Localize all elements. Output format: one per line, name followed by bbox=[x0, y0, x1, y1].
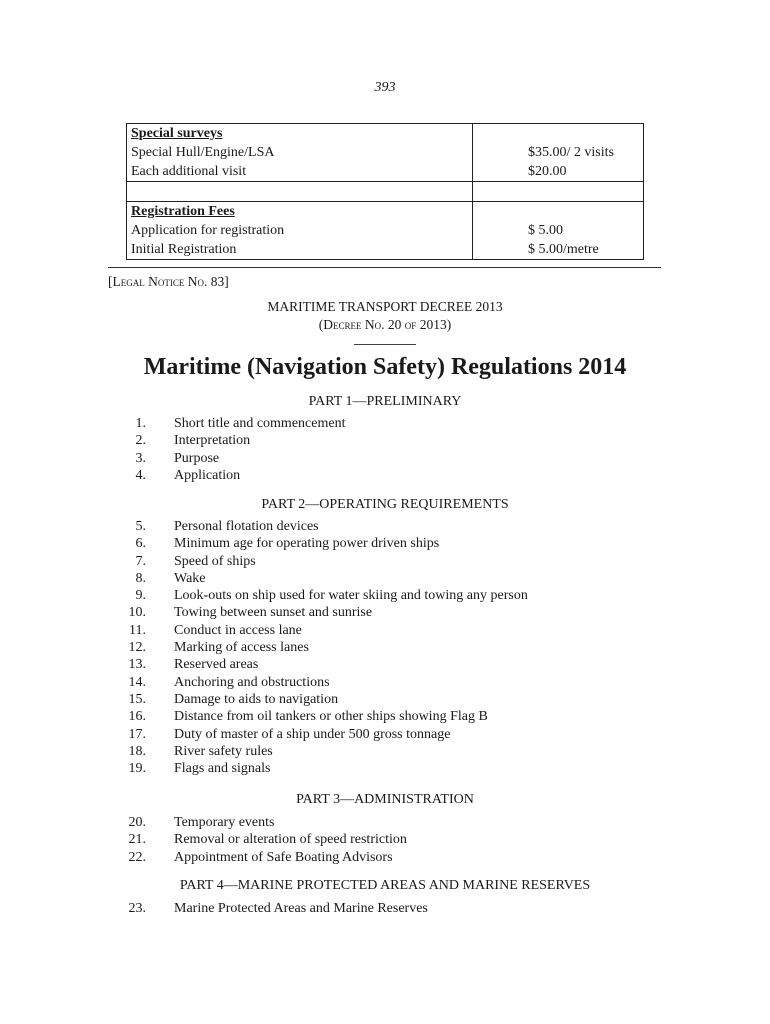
table-row bbox=[127, 182, 644, 202]
page-number: 393 bbox=[374, 80, 396, 95]
fee-label: Application for registration bbox=[131, 223, 285, 238]
list-item bbox=[0, 450, 770, 467]
list-item bbox=[0, 639, 770, 656]
list-item bbox=[0, 814, 770, 831]
item-title: Short title and commencement bbox=[174, 416, 346, 431]
list-item bbox=[0, 849, 770, 866]
item-title: Purpose bbox=[174, 450, 220, 466]
item-number: 16. bbox=[128, 709, 146, 725]
legal-notice-number: 83 bbox=[210, 274, 225, 289]
fee-value: $35.00/ 2 visits bbox=[528, 145, 614, 160]
list-item bbox=[0, 831, 770, 848]
item-number: 10. bbox=[128, 605, 146, 621]
part-heading: PART 4—MARINE PROTECTED AREAS AND MARINE RESERVES bbox=[179, 878, 591, 893]
item-number: 7. bbox=[135, 553, 146, 569]
list-item bbox=[0, 535, 770, 552]
fee-value: $ 5.00 bbox=[528, 223, 563, 238]
item-number: 12. bbox=[128, 640, 146, 656]
toc-list bbox=[0, 518, 770, 777]
item-title: Interpretation bbox=[174, 433, 251, 449]
item-title: Duty of master of a ship under 500 gross tonnage bbox=[174, 726, 451, 742]
item-title: Flags and signals bbox=[174, 761, 271, 777]
item-number: 20. bbox=[128, 815, 146, 830]
item-number: 17. bbox=[128, 726, 146, 742]
item-number: 9. bbox=[135, 588, 146, 604]
item-number: 14. bbox=[128, 674, 146, 690]
item-number: 5. bbox=[135, 519, 146, 534]
item-title: Look-outs on ship used for water skiing and towing any person bbox=[174, 588, 528, 604]
list-item bbox=[0, 604, 770, 621]
legal-notice-label: Legal Notice No. bbox=[112, 274, 208, 289]
fee-label: Initial Registration bbox=[131, 242, 237, 257]
list-item bbox=[0, 570, 770, 587]
part-heading: PART 3—ADMINISTRATION bbox=[296, 792, 474, 807]
item-title: Conduct in access lane bbox=[174, 622, 302, 638]
part-heading: PART 2—OPERATING REQUIREMENTS bbox=[261, 497, 509, 512]
item-number: 19. bbox=[128, 761, 146, 777]
item-title: Appointment of Safe Boating Advisors bbox=[174, 849, 393, 865]
item-title: Anchoring and obstructions bbox=[174, 674, 330, 690]
regulation-title: Maritime (Navigation Safety) Regulations 2014 bbox=[143, 354, 627, 380]
item-title: Marine Protected Areas and Marine Reserves bbox=[174, 901, 428, 916]
item-title: Towing between sunset and sunrise bbox=[174, 605, 373, 621]
item-number: 1. bbox=[135, 416, 146, 431]
item-title: River safety rules bbox=[174, 743, 273, 759]
table-row bbox=[127, 124, 644, 182]
fee-value: $20.00 bbox=[528, 164, 567, 179]
item-title: Distance from oil tankers or other ships showing Flag B bbox=[174, 709, 488, 725]
item-number: 2. bbox=[135, 433, 146, 449]
fee-label: Special Hull/Engine/LSA bbox=[131, 145, 275, 160]
list-item bbox=[0, 622, 770, 639]
item-number: 11. bbox=[129, 622, 146, 638]
item-title: Minimum age for operating power driven ships bbox=[174, 536, 440, 552]
item-title: Removal or alteration of speed restriction bbox=[174, 832, 407, 848]
fee-value: $ 5.00/metre bbox=[528, 242, 599, 257]
table-row bbox=[127, 202, 644, 260]
item-title: Personal flotation devices bbox=[174, 519, 319, 534]
decree-number: (Decree No. 20 of 2013) bbox=[318, 317, 452, 332]
list-item bbox=[0, 553, 770, 570]
item-title: Application bbox=[174, 467, 241, 483]
fee-label: Each additional visit bbox=[131, 164, 247, 179]
list-item bbox=[0, 708, 770, 725]
item-number: 23. bbox=[128, 901, 146, 916]
list-item bbox=[0, 432, 770, 449]
list-item bbox=[0, 674, 770, 691]
item-number: 15. bbox=[128, 691, 146, 707]
part-heading: PART 1—PRELIMINARY bbox=[308, 394, 462, 409]
list-item bbox=[0, 518, 770, 535]
legal-notice: [Legal Notice No. 83] bbox=[108, 274, 229, 289]
list-item bbox=[0, 743, 770, 760]
item-number: 8. bbox=[135, 570, 146, 586]
item-number: 18. bbox=[128, 743, 146, 759]
item-number: 22. bbox=[128, 849, 146, 865]
decree-title: MARITIME TRANSPORT DECREE 2013 bbox=[267, 299, 503, 314]
list-item bbox=[0, 587, 770, 604]
item-title: Reserved areas bbox=[174, 657, 259, 673]
item-title: Damage to aids to navigation bbox=[174, 691, 339, 707]
item-number: 6. bbox=[135, 536, 146, 552]
fee-table bbox=[126, 123, 644, 260]
item-title: Speed of ships bbox=[174, 553, 256, 569]
item-title: Wake bbox=[174, 570, 206, 586]
list-item bbox=[0, 760, 770, 777]
item-title: Marking of access lanes bbox=[174, 640, 309, 656]
list-item bbox=[0, 656, 770, 673]
section-divider bbox=[108, 267, 661, 268]
item-title: Temporary events bbox=[174, 815, 275, 830]
item-number: 4. bbox=[135, 467, 146, 483]
title-divider bbox=[354, 344, 416, 345]
item-number: 3. bbox=[135, 450, 146, 466]
toc-list bbox=[0, 415, 770, 484]
list-item bbox=[0, 726, 770, 743]
toc-list bbox=[0, 814, 770, 866]
item-number: 13. bbox=[128, 657, 146, 673]
list-item bbox=[0, 415, 770, 432]
toc-list bbox=[0, 900, 770, 917]
item-number: 21. bbox=[128, 832, 146, 848]
fee-section-heading: Registration Fees bbox=[131, 204, 235, 219]
list-item bbox=[0, 691, 770, 708]
list-item bbox=[0, 467, 770, 484]
fee-section-heading: Special surveys bbox=[131, 126, 223, 141]
list-item bbox=[0, 900, 770, 917]
